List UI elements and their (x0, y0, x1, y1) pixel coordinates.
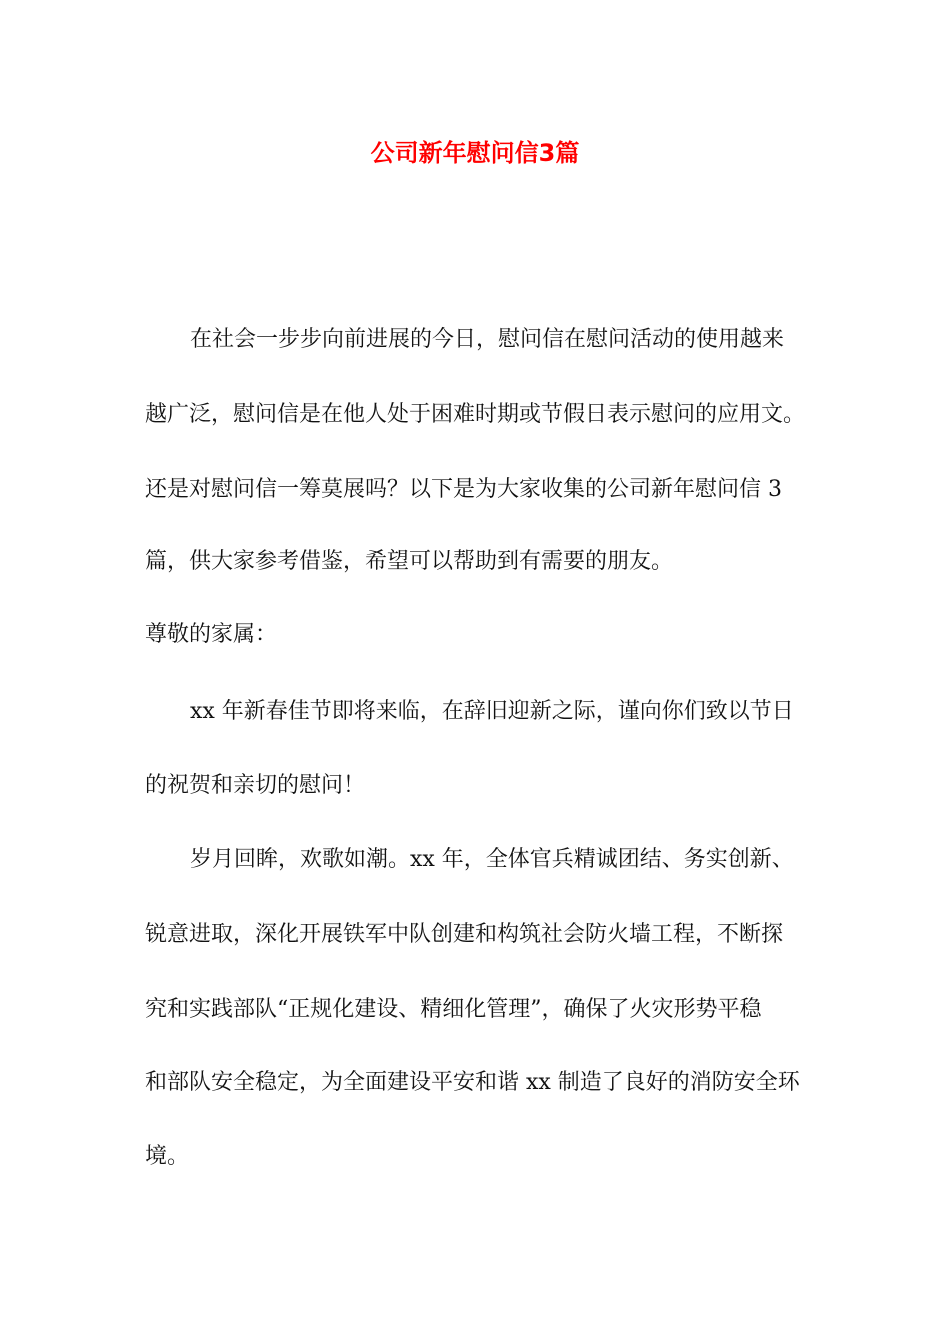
body-line-8: 岁月回眸，欢歌如潮。xx 年，全体官兵精诚团结、务实创新、 (190, 847, 794, 872)
salutation: 尊敬的家属： (145, 622, 278, 647)
body-line-10: 究和实践部队“正规化建设、精细化管理”，确保了火灾形势平稳 (145, 997, 762, 1022)
body-line-2: 越广泛，慰问信是在他人处于困难时期或节假日表示慰问的应用文。 (145, 402, 806, 427)
body-line-4: 篇，供大家参考借鉴，希望可以帮助到有需要的朋友。 (145, 549, 674, 574)
body-line-6: xx 年新春佳节即将来临，在辞旧迎新之际，谨向你们致以节日 (190, 699, 794, 724)
body-line-9: 锐意进取，深化开展铁军中队创建和构筑社会防火墙工程，不断探 (145, 922, 784, 947)
body-line-11: 和部队安全稳定，为全面建设平安和谐 xx 制造了良好的消防安全环 (145, 1070, 800, 1095)
body-line-7: 的祝贺和亲切的慰问！ (145, 773, 366, 798)
body-line-3: 还是对慰问信一筹莫展吗？以下是为大家收集的公司新年慰问信 3 (145, 477, 782, 502)
document-title: 公司新年慰问信3篇 (370, 139, 580, 167)
body-line-12: 境。 (145, 1144, 190, 1169)
body-line-1: 在社会一步步向前进展的今日，慰问信在慰问活动的使用越来 (190, 327, 785, 352)
